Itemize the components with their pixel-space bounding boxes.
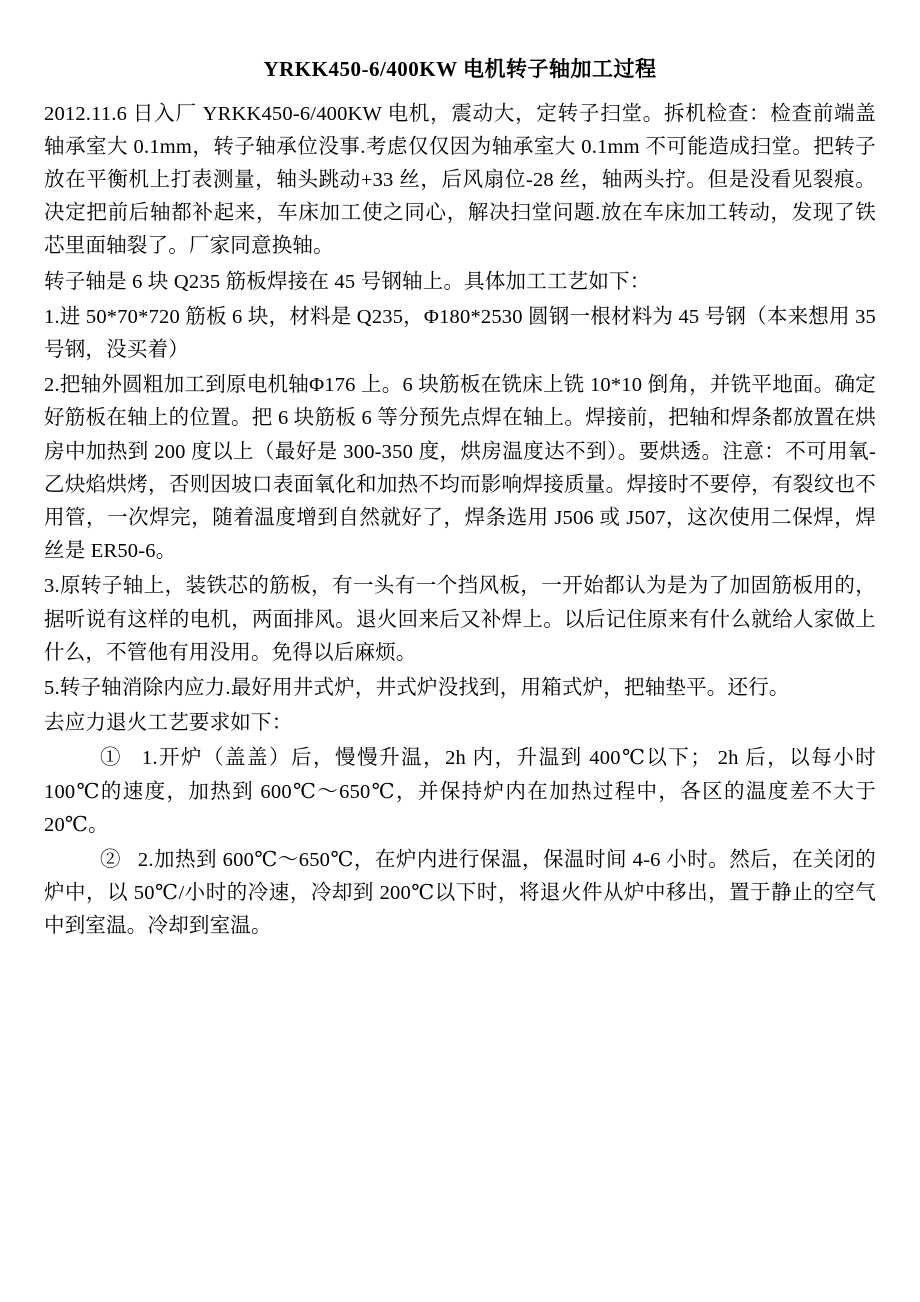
paragraph-annealing-intro: 去应力退火工艺要求如下： bbox=[44, 712, 293, 735]
numbered-item-1 bbox=[44, 742, 876, 842]
paragraph-shaft-overview: 转子轴是 6 块 Q235 筋板焊接在 45 号钢轴上。具体加工工艺如下： bbox=[44, 270, 651, 293]
numbered-item-2 bbox=[44, 844, 876, 944]
paragraph-intro: 2012.11.6 日入厂 YRKK450-6/400KW 电机，震动大，定转子扫堂。拆机检查：检查前端盖轴承室大 0.1mm，转子轴承位没事.考虑仅仅因为轴承室大 0.1mm 不可能造成扫堂。把转子放在平衡机上打表测量，轴头跳动+33 丝，后风扇位-28 丝，轴两头拧。但是没看见裂痕。决定把前后轴都补起来，车床加工使之同心，解决扫堂问题.放在车床加工转动，发现了铁芯里面轴裂了。厂家同意换轴。 bbox=[44, 102, 876, 258]
paragraph-step-5: 5.转子轴消除内应力.最好用井式炉，井式炉没找到，用箱式炉，把轴垫平。还行。 bbox=[44, 676, 790, 699]
list-marker-2: ② bbox=[100, 848, 122, 871]
list-marker-1: ① bbox=[100, 747, 123, 770]
paragraph-step-2: 2.把轴外圆粗加工到原电机轴Φ176 上。6 块筋板在铣床上铣 10*10 倒角，并铣平地面。确定好筋板在轴上的位置。把 6 块筋板 6 等分预先点焊在轴上。焊接前，把轴和焊条都放置在烘房中加热到 200 度以上（最好是 300-350 度，烘房温度达不到）。要烘透。注意：不可用氧-乙炔焰烘烤，否则因坡口表面氧化和加热不均而影响焊接质量。焊接时不要停，有裂纹也不用管，一次焊完，随着温度增到自然就好了，焊条选用 J506 或 J507，这次使用二保焊，焊丝是 ER50-6。 bbox=[44, 374, 876, 563]
numbered-item-1-text: 1.开炉（盖盖）后，慢慢升温，2h 内，升温到 400℃以下； 2h 后，以每小时 100℃的速度，加热到 600℃～650℃，并保持炉内在加热过程中，各区的温度差不大于 20℃。 bbox=[44, 747, 876, 836]
page-title: YRKK450-6/400KW 电机转子轴加工过程 bbox=[263, 57, 657, 81]
numbered-item-2-text: 2.加热到 600℃～650℃，在炉内进行保温，保温时间 4-6 小时。然后，在关闭的炉中，以 50℃/小时的冷速，冷却到 200℃以下时，将退火件从炉中移出，置于静止的空气中到室温。冷却到室温。 bbox=[44, 848, 876, 938]
paragraph-step-1: 1.进 50*70*720 筋板 6 块，材料是 Q235，Φ180*2530 圆钢一根材料为 45 号钢（本来想用 35 号钢，没买着） bbox=[44, 305, 876, 361]
paragraph-step-3: 3.原转子轴上，装铁芯的筋板，有一头有一个挡风板，一开始都认为是为了加固筋板用的，据听说有这样的电机，两面排风。退火回来后又补焊上。以后记住原来有什么就给人家做上什么，不管他有用没用。免得以后麻烦。 bbox=[44, 575, 876, 664]
